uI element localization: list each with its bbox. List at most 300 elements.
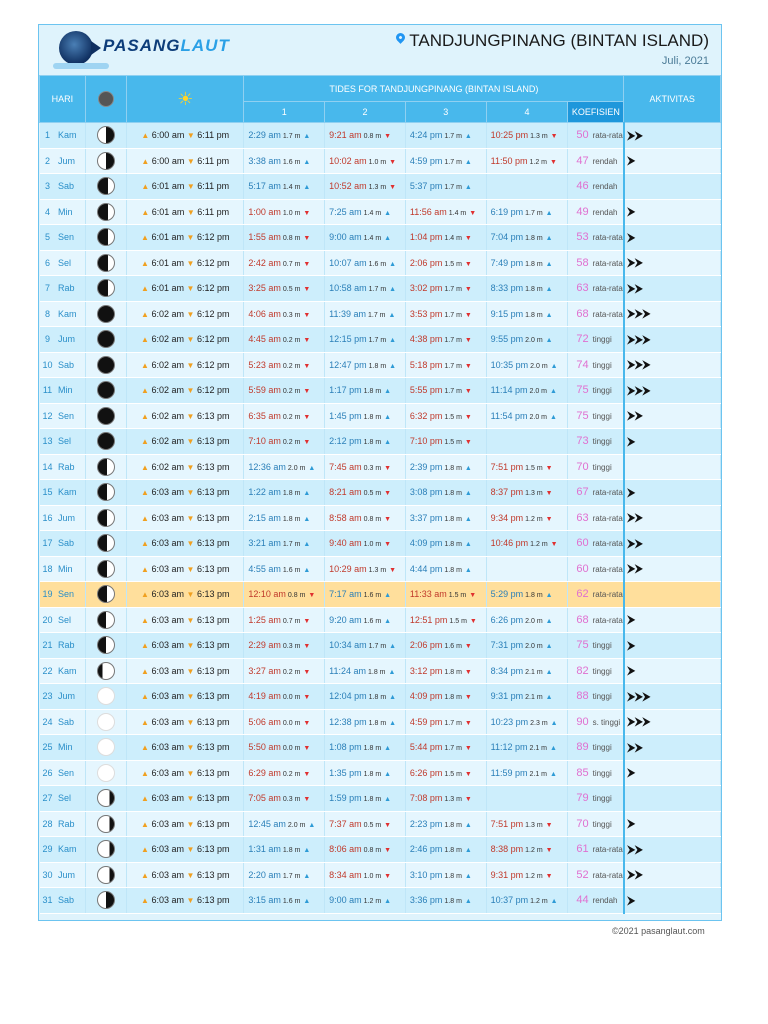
fish-activity-icon: ⮞ [626, 816, 635, 831]
tide-cell [486, 633, 568, 659]
tide-height: 0.8 m [363, 847, 382, 855]
sunset-time: 6:13 pm [196, 818, 230, 829]
sunset-icon: ▼ [186, 462, 195, 472]
tide-height: 0.3 m [363, 464, 382, 472]
sunrise-time: 6:03 am [151, 538, 184, 549]
tide-cell [325, 148, 406, 174]
tide-height: 1.8 m [444, 847, 462, 855]
fish-activity-icon: ⮞ [626, 153, 635, 168]
koefisien-label: tinggi [592, 437, 612, 447]
tide-time: 6:32 pm [409, 410, 443, 421]
tide-down-arrow-icon: ▼ [303, 617, 311, 625]
sun-cell [127, 199, 244, 225]
day-cell [40, 811, 86, 837]
tide-time: 8:06 am [329, 844, 362, 855]
day-cell [40, 327, 86, 353]
sunrise-time: 6:02 am [151, 308, 184, 319]
tide-height: 1.8 m [282, 490, 301, 498]
day-number: 11 [42, 385, 53, 396]
day-name: Rab [58, 818, 75, 829]
day-number: 27 [42, 793, 53, 804]
tide-time: 5:18 pm [409, 359, 443, 370]
day-number: 29 [42, 844, 53, 855]
koefisien-value: 63 [576, 511, 589, 524]
tide-down-arrow-icon: ▼ [303, 413, 311, 421]
day-number: 26 [42, 767, 53, 778]
tide-time: 4:19 am [248, 691, 281, 702]
fish-activity-icon: ⮞⮞ [626, 867, 643, 882]
fish-activity-icon: ⮞ [626, 765, 635, 780]
sunrise-icon: ▲ [141, 335, 149, 345]
koefisien-cell [568, 786, 624, 812]
tide-down-arrow-icon: ▼ [545, 821, 553, 829]
tide-cell [486, 327, 568, 353]
moon-cell [85, 811, 126, 837]
moon-cell [85, 582, 126, 608]
sunset-icon: ▼ [186, 360, 195, 370]
koefisien-cell [568, 888, 624, 914]
tide-up-arrow-icon: ▲ [550, 745, 557, 753]
tide-cell [405, 352, 486, 378]
sunrise-time: 6:01 am [151, 181, 185, 192]
moon-phase-icon [97, 228, 115, 246]
table-row [40, 480, 721, 506]
tide-cell [244, 429, 325, 455]
koefisien-label: s. tinggi [592, 717, 621, 727]
day-number: 13 [42, 436, 53, 447]
sunrise-icon: ▲ [141, 870, 149, 880]
tide-cell [405, 378, 486, 404]
tide-cell [244, 276, 325, 302]
moon-cell [85, 505, 126, 531]
tide-height: 0.2 m [282, 362, 301, 370]
moon-cell [85, 837, 126, 863]
tide-up-arrow-icon: ▲ [389, 286, 397, 294]
tide-cell [405, 148, 486, 174]
sunset-time: 6:13 pm [196, 589, 230, 600]
moon-phase-icon [97, 585, 115, 603]
sun-cell [127, 811, 244, 837]
sunrise-time: 6:03 am [151, 563, 184, 574]
tide-cell-empty [486, 786, 568, 812]
activity-cell [624, 174, 721, 200]
tide-down-arrow-icon: ▼ [545, 847, 553, 855]
moon-phase-icon [97, 687, 115, 705]
koefisien-cell [568, 735, 624, 761]
tide-up-arrow-icon: ▲ [303, 515, 311, 523]
tide-cell [486, 378, 568, 404]
tide-time: 11:54 pm [490, 410, 528, 421]
moon-phase-icon [97, 356, 115, 374]
tide-down-arrow-icon: ▼ [303, 745, 311, 753]
tide-height: 2.0 m [525, 617, 543, 625]
tide-up-arrow-icon: ▲ [384, 235, 392, 243]
tide-cell [325, 174, 406, 200]
tide-down-arrow-icon: ▼ [464, 668, 472, 676]
tide-height: 2.1 m [529, 770, 547, 778]
sunset-time: 6:13 pm [196, 793, 230, 804]
sunset-time: 6:13 pm [196, 461, 230, 472]
tide-down-arrow-icon: ▼ [384, 515, 392, 523]
moon-phase-icon [97, 891, 115, 909]
tide-height: 1.4 m [363, 209, 382, 217]
day-cell [40, 582, 86, 608]
sunrise-icon: ▲ [141, 233, 149, 243]
tide-height: 0.8 m [282, 235, 301, 243]
tide-cell [405, 174, 486, 200]
day-name: Sab [58, 181, 75, 192]
sunset-icon: ▼ [186, 309, 195, 319]
moon-phase-icon [97, 611, 115, 629]
tide-time: 4:59 pm [409, 155, 443, 166]
tide-height: 1.4 m [444, 235, 462, 243]
tide-height: 1.8 m [444, 898, 462, 906]
day-number: 31 [42, 895, 53, 906]
koefisien-label: tinggi [592, 666, 612, 676]
tide-up-arrow-icon: ▲ [303, 872, 311, 880]
day-cell [40, 888, 86, 914]
tide-time: 9:21 am [329, 130, 362, 141]
tide-cell [405, 607, 486, 633]
tide-cell [486, 250, 568, 276]
moon-phase-icon [97, 177, 115, 195]
sunrise-time: 6:02 am [151, 385, 184, 396]
tide-up-arrow-icon: ▲ [389, 260, 397, 268]
tide-up-arrow-icon: ▲ [384, 439, 392, 447]
day-number: 24 [42, 716, 53, 727]
moon-cell [85, 607, 126, 633]
day-number: 18 [42, 563, 53, 574]
koefisien-value: 62 [576, 588, 589, 601]
tide-height: 1.2 m [525, 515, 543, 523]
tide-cell [244, 760, 325, 786]
day-number: 17 [42, 538, 53, 549]
tide-time: 10:29 am [329, 563, 367, 574]
tide-cell [325, 888, 406, 914]
tide-height: 1.7 m [282, 133, 301, 141]
sunset-time: 6:12 pm [196, 385, 230, 396]
tide-time: 7:25 am [329, 206, 362, 217]
tide-time: 9:20 am [329, 614, 362, 625]
sunrise-icon: ▲ [141, 131, 150, 141]
tide-height: 2.0 m [529, 388, 547, 396]
tide-time: 6:26 pm [490, 614, 524, 625]
day-number: 16 [42, 512, 53, 523]
tide-height: 0.7 m [282, 260, 301, 268]
tide-cell [325, 250, 406, 276]
day-name: Min [58, 206, 73, 217]
tide-cell [405, 429, 486, 455]
tide-up-arrow-icon: ▲ [308, 821, 316, 829]
tide-down-arrow-icon: ▼ [464, 694, 472, 702]
tide-cell [244, 658, 325, 684]
fish-activity-icon: ⮞⮞⮞ [626, 331, 650, 346]
tide-height: 1.2 m [525, 872, 543, 880]
tide-up-arrow-icon: ▲ [464, 847, 472, 855]
sunrise-time: 6:03 am [151, 589, 184, 600]
activity-cell [624, 403, 721, 429]
tide-height: 1.7 m [444, 158, 462, 166]
tide-height: 1.8 m [368, 694, 387, 702]
tide-down-arrow-icon: ▼ [464, 719, 472, 727]
tide-time: 4:59 pm [409, 716, 443, 727]
sunrise-icon: ▲ [141, 182, 150, 192]
day-name: Sel [58, 257, 72, 268]
tide-cell [486, 276, 568, 302]
tide-down-arrow-icon: ▼ [464, 337, 472, 345]
table-row [40, 403, 721, 429]
tide-height: 2.0 m [525, 643, 543, 651]
tide-height: 2.0 m [530, 362, 548, 370]
tide-height: 1.8 m [525, 311, 543, 319]
tide-height: 1.8 m [282, 847, 301, 855]
koefisien-label: tinggi [592, 386, 612, 396]
tide-cell [325, 735, 406, 761]
tide-down-arrow-icon: ▼ [303, 668, 311, 676]
sunset-time: 6:13 pm [196, 716, 230, 727]
koefisien-cell [568, 148, 624, 174]
tide-height: 1.8 m [444, 464, 462, 472]
activity-cell [624, 837, 721, 863]
tide-time: 1:45 pm [329, 410, 362, 421]
tide-time: 10:52 am [329, 181, 367, 192]
activity-cell [624, 888, 721, 914]
month-label: Juli, 2021 [661, 55, 709, 67]
tide-up-arrow-icon: ▲ [384, 898, 392, 906]
tide-time: 5:17 am [248, 181, 281, 192]
moon-cell [85, 531, 126, 557]
tide-cell [405, 735, 486, 761]
sunset-time: 6:12 pm [196, 283, 230, 294]
tide-height: 1.8 m [363, 796, 382, 804]
tide-cell [325, 531, 406, 557]
tide-height: 0.3 m [282, 643, 301, 651]
tide-down-arrow-icon: ▼ [550, 541, 558, 549]
day-name: Jum [58, 869, 76, 880]
sunrise-icon: ▲ [141, 896, 149, 906]
tide-up-arrow-icon: ▲ [550, 362, 558, 370]
tide-cell [244, 327, 325, 353]
tide-height: 1.7 m [444, 337, 462, 345]
tide-up-arrow-icon: ▲ [384, 617, 392, 625]
tide-down-arrow-icon: ▼ [303, 388, 311, 396]
tide-time: 12:36 am [248, 461, 286, 472]
tide-time: 12:45 am [248, 818, 286, 829]
tide-time: 5:50 am [248, 742, 281, 753]
tide-time: 1:59 pm [329, 793, 362, 804]
sunset-icon: ▼ [186, 539, 195, 549]
tide-up-arrow-icon: ▲ [384, 745, 392, 753]
moon-phase-icon [97, 254, 115, 272]
fish-activity-icon: ⮞⮞ [626, 280, 643, 295]
day-number: 28 [42, 818, 53, 829]
tide-height: 0.8 m [287, 592, 306, 600]
tide-up-arrow-icon: ▲ [384, 796, 392, 804]
sun-cell [127, 607, 244, 633]
day-name: Rab [58, 461, 75, 472]
tide-height: 1.6 m [363, 592, 382, 600]
tide-height: 2.0 m [287, 821, 306, 829]
fish-activity-icon: ⮞⮞⮞ [626, 714, 650, 729]
sunset-icon: ▼ [186, 437, 195, 447]
tide-down-arrow-icon: ▼ [303, 235, 311, 243]
tide-height: 1.6 m [368, 260, 387, 268]
sunset-time: 6:12 pm [196, 308, 230, 319]
moon-phase-icon [97, 203, 115, 221]
sunset-icon: ▼ [186, 615, 195, 625]
tide-height: 1.3 m [368, 566, 387, 574]
day-cell [40, 378, 86, 404]
table-row [40, 633, 721, 659]
tide-cell [325, 301, 406, 327]
moon-phase-icon [97, 840, 115, 858]
day-name: Sab [58, 359, 75, 370]
sunset-icon: ▼ [186, 207, 195, 217]
sunset-icon: ▼ [186, 258, 195, 268]
tide-height: 1.8 m [363, 439, 382, 447]
tide-cell [325, 760, 406, 786]
sunrise-time: 6:01 am [151, 206, 185, 217]
day-cell [40, 607, 86, 633]
tide-down-arrow-icon: ▼ [389, 158, 397, 166]
tide-time: 12:38 pm [329, 716, 367, 727]
tide-down-arrow-icon: ▼ [303, 362, 311, 370]
fish-activity-icon: ⮞ [626, 229, 635, 244]
tide-time: 12:15 pm [329, 334, 367, 345]
sunrise-time: 6:02 am [151, 334, 184, 345]
day-number: 9 [44, 334, 50, 345]
tides-title: TIDES FOR TANDJUNGPINANG (BINTAN ISLAND) [244, 76, 624, 102]
moon-cell [85, 174, 126, 200]
tide-cell [486, 480, 568, 506]
sunset-time: 6:13 pm [196, 869, 230, 880]
tide-time: 5:55 pm [409, 385, 443, 396]
sun-cell [127, 505, 244, 531]
tide-cell [325, 684, 406, 710]
table-row [40, 301, 721, 327]
koefisien-label: rendah [592, 182, 618, 192]
tide-up-arrow-icon: ▲ [384, 388, 392, 396]
koefisien-label: rata-rata [592, 233, 623, 243]
tide-time: 1:04 pm [409, 232, 443, 243]
koefisien-cell [568, 429, 624, 455]
tide-height: 1.7 m [282, 872, 301, 880]
tide-cell [244, 301, 325, 327]
sun-cell [127, 658, 244, 684]
tide-cell [405, 505, 486, 531]
tide-cell [405, 786, 486, 812]
tide-down-arrow-icon: ▼ [384, 490, 392, 498]
fish-activity-icon: ⮞ [626, 637, 635, 652]
moon-phase-icon [97, 305, 115, 323]
tide-up-arrow-icon: ▲ [303, 541, 311, 549]
sunrise-icon: ▲ [141, 513, 149, 523]
tide-up-arrow-icon: ▲ [464, 184, 472, 192]
tide-time: 7:37 am [329, 818, 362, 829]
tide-time: 1:35 pm [329, 767, 362, 778]
tide-height: 0.3 m [282, 796, 301, 804]
tide-height: 1.7 m [367, 311, 386, 319]
koefisien-cell [568, 480, 624, 506]
activity-cell [624, 735, 721, 761]
sunrise-icon: ▲ [141, 743, 149, 753]
tide-cell-empty [486, 556, 568, 582]
moon-cell [85, 454, 126, 480]
moon-cell [85, 327, 126, 353]
tide-time: 9:40 am [329, 538, 362, 549]
tide-cell [325, 327, 406, 353]
tide-cell [405, 199, 486, 225]
tide-time: 2:39 pm [409, 461, 443, 472]
activity-cell [624, 378, 721, 404]
tide-time: 4:09 pm [409, 691, 443, 702]
tide-down-arrow-icon: ▼ [384, 872, 392, 880]
koefisien-cell [568, 250, 624, 276]
table-row [40, 760, 721, 786]
tide-cell [325, 454, 406, 480]
tide-cell [405, 454, 486, 480]
tide-height: 0.0 m [282, 745, 301, 753]
table-row [40, 352, 721, 378]
footer-credit: ©2021 pasanglaut.com [612, 926, 705, 936]
sunset-time: 6:12 pm [196, 359, 230, 370]
sunset-time: 6:13 pm [196, 538, 230, 549]
moon-phase-icon [97, 636, 115, 654]
tide-time: 11:56 am [409, 206, 447, 217]
activity-cell [624, 607, 721, 633]
tide-cell [486, 607, 568, 633]
tide-up-arrow-icon: ▲ [389, 362, 397, 370]
activity-cell [624, 811, 721, 837]
fish-activity-icon: ⮞ [626, 484, 635, 499]
koefisien-label: rata-rata [592, 309, 623, 319]
fish-activity-icon: ⮞⮞ [626, 510, 643, 525]
moon-phase-icon [97, 866, 115, 884]
tide-time: 7:04 pm [490, 232, 524, 243]
tide-cell [486, 505, 568, 531]
sunset-icon: ▼ [186, 411, 195, 421]
activity-cell [624, 531, 721, 557]
tide-up-arrow-icon: ▲ [545, 643, 553, 651]
tide-col-2: 2 [325, 102, 406, 123]
tide-time: 7:05 am [248, 793, 281, 804]
tide-time: 1:25 am [248, 614, 281, 625]
tide-time: 3:36 pm [409, 895, 443, 906]
moon-phase-icon [97, 764, 115, 782]
table-row [40, 735, 721, 761]
tide-height: 1.5 m [449, 617, 467, 625]
tide-down-arrow-icon: ▼ [384, 541, 392, 549]
tide-time: 7:51 pm [490, 818, 524, 829]
day-name: Jum [58, 334, 76, 345]
tide-height: 1.8 m [444, 872, 462, 880]
pasanglaut-logo[interactable] [53, 29, 243, 69]
sun-cell [127, 123, 244, 149]
day-cell [40, 454, 86, 480]
tide-cell-empty [486, 429, 568, 455]
tide-time: 8:58 am [329, 512, 362, 523]
activity-cell [624, 556, 721, 582]
moon-cell [85, 658, 126, 684]
day-cell [40, 301, 86, 327]
activity-cell [624, 327, 721, 353]
koefisien-cell [568, 352, 624, 378]
moon-cell [85, 276, 126, 302]
sunrise-icon: ▲ [141, 258, 149, 268]
tide-height: 1.8 m [363, 388, 382, 396]
tide-time: 7:49 pm [490, 257, 524, 268]
activity-cell [624, 684, 721, 710]
